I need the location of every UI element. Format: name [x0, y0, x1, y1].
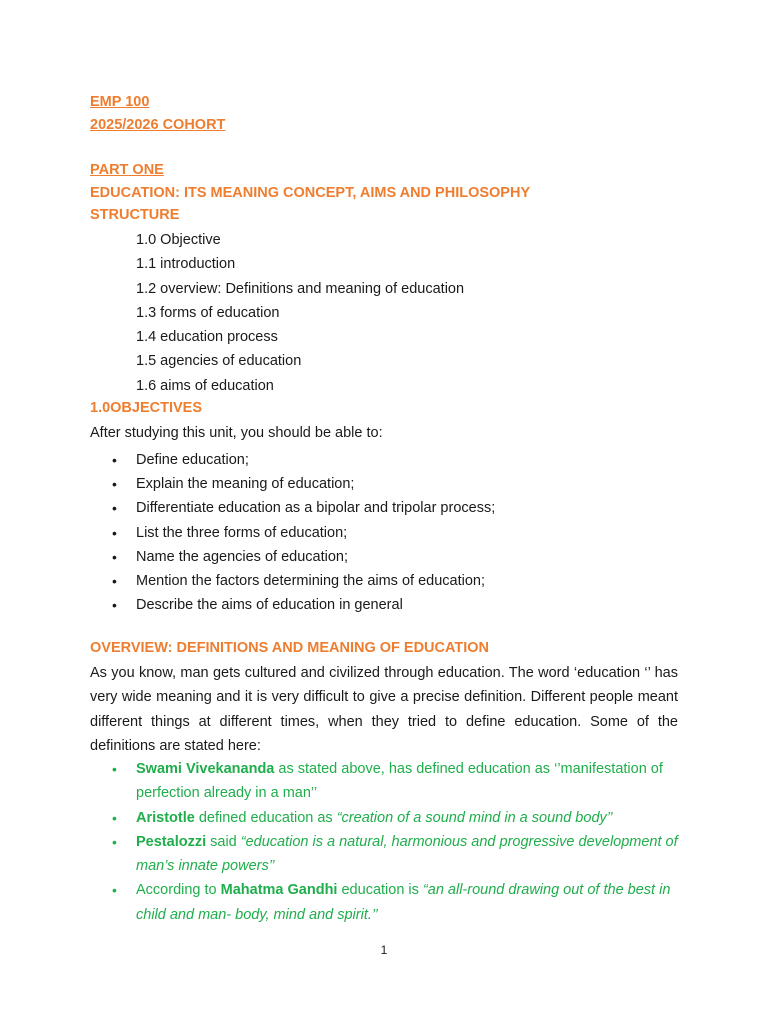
unit-title: EDUCATION: ITS MEANING CONCEPT, AIMS AND PHILOSOPHY — [90, 185, 531, 201]
definition-connector: said — [206, 833, 241, 850]
definition-connector: as stated above, has defined education as — [274, 761, 555, 777]
list-item: • Differentiate education as a bipolar and tripolar process; — [90, 496, 690, 520]
definition-author: Swami Vivekananda — [136, 761, 275, 777]
overview-paragraph: As you know, man gets cultured and civilized through education. The word ‘education ‘’ has very wide meaning and it is very difficult to give a precise definition. Different people meant different things at different times, when they tried to define education. Some of the definitions are stated here: — [90, 665, 678, 754]
objectives-list — [90, 448, 690, 617]
objectives-intro: After studying this unit, you should be able to: — [90, 425, 383, 441]
definition-quote: “education is a natural, harmonious and progressive development of man’s innate powers’’ — [136, 833, 678, 875]
definition-author: Pestalozzi — [136, 833, 207, 850]
page-number: 1 — [380, 943, 388, 957]
toc-item: 1.4 education process — [136, 329, 278, 345]
definition-prefix: According to — [136, 882, 221, 899]
definition-item — [90, 830, 682, 879]
definition-connector: education is — [337, 882, 423, 899]
structure-heading: STRUCTURE — [90, 207, 180, 223]
overview-heading: OVERVIEW: DEFINITIONS AND MEANING OF EDUCATION — [90, 640, 490, 656]
course-code: EMP 100 — [90, 94, 150, 110]
part-heading: PART ONE — [90, 162, 164, 178]
definition-quote: “creation of a sound mind in a sound body’’ — [336, 809, 613, 826]
toc-item: 1.3 forms of education — [136, 305, 280, 321]
definition-connector: defined education as — [194, 809, 337, 826]
list-item: • Name the agencies of education; — [90, 545, 690, 569]
definition-item — [90, 757, 682, 806]
definition-item — [90, 806, 682, 830]
list-item: • Define education; — [90, 448, 690, 472]
toc-item: 1.6 aims of education — [136, 378, 274, 394]
list-item: • List the three forms of education; — [90, 521, 690, 545]
definition-quote: “an all-round drawing out of the best in child and man- body, mind and spirit.’’ — [136, 882, 671, 923]
list-item: • Describe the aims of education in general — [90, 593, 690, 617]
list-item: • Mention the factors determining the aims of education; — [90, 569, 690, 593]
definition-author: Aristotle — [136, 809, 195, 826]
list-item: • Explain the meaning of education; — [90, 472, 690, 496]
toc-item: 1.2 overview: Definitions and meaning of education — [136, 281, 465, 297]
definitions-list — [90, 757, 682, 927]
objectives-heading: 1.0OBJECTIVES — [90, 400, 203, 416]
definition-author: Mahatma Gandhi — [220, 882, 338, 899]
cohort-label: 2025/2026 COHORT — [90, 117, 226, 133]
definition-item — [90, 878, 682, 927]
toc-item: 1.5 agencies of education — [136, 353, 302, 369]
toc-item: 1.1 introduction — [136, 256, 236, 272]
toc-item: 1.0 Objective — [136, 232, 221, 248]
definition-quote: ‘’manifestation of perfection already in a man’’ — [136, 761, 663, 802]
